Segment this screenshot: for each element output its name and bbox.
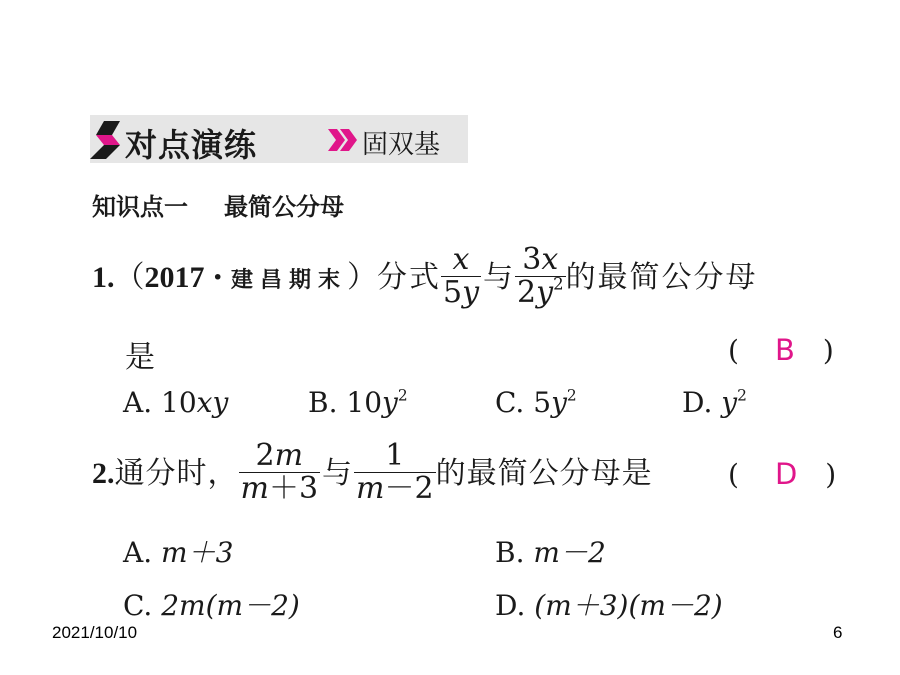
source-open-paren: （ xyxy=(114,260,145,295)
banner-title: 对点演练 xyxy=(125,126,258,164)
fraction-1-over-m-minus-2: $\frac{1}{m-2}$ xyxy=(356,438,434,506)
question-text: 通分时， xyxy=(114,456,239,491)
answer-bracket-q2: ( D ) xyxy=(728,457,837,491)
question-1-line-2: 是 xyxy=(125,340,155,375)
answer-q1: B xyxy=(774,333,795,367)
knowledge-point-title: 最简公分母 xyxy=(224,193,344,221)
and-text: 与 xyxy=(322,456,353,491)
knowledge-point-label: 知识点一 xyxy=(92,193,188,221)
section-banner xyxy=(90,115,468,163)
and-text: 与 xyxy=(483,260,514,295)
source-close-paren: ） xyxy=(346,260,377,295)
fraction-2m-over-m-plus-3: $\frac{2m}{m+3}$ xyxy=(240,438,319,506)
source-year: 2017 xyxy=(144,261,205,294)
question-text: 分式 xyxy=(376,260,441,295)
option-q2-c[interactable]: C. 2m(m－2) xyxy=(123,589,300,622)
banner-subtitle: 固双基 xyxy=(362,130,441,160)
option-q1-d[interactable]: D. $y^2$ xyxy=(682,386,747,419)
source-name: 建昌期末 xyxy=(230,268,347,293)
question-text-tail: 的最简公分母是 xyxy=(435,456,653,491)
footer-date: 2021/10/10 xyxy=(52,623,138,642)
answer-bracket-q1: ( B ) xyxy=(728,333,834,367)
option-q2-a[interactable]: A. m＋3 xyxy=(123,536,234,569)
option-q1-a[interactable]: A. 10xy xyxy=(123,386,229,419)
answer-q2: D xyxy=(774,457,798,491)
option-q2-d[interactable]: D. (m＋3)(m－2) xyxy=(495,589,723,622)
option-q1-c[interactable]: C. $5y^2$ xyxy=(495,386,577,419)
knowledge-point-heading xyxy=(92,187,344,222)
question-1-line-1 xyxy=(92,242,758,311)
fraction-x-over-5y: $\frac{x}{5y}$ xyxy=(442,242,480,310)
option-q1-b[interactable]: B. $10y^2$ xyxy=(308,386,408,419)
question-number: 2. xyxy=(92,457,115,490)
question-text-tail: 的最简公分母 xyxy=(565,260,758,295)
source-dot: · xyxy=(212,260,223,295)
option-q2-b[interactable]: B. m－2 xyxy=(495,536,606,569)
folded-ribbon-icon xyxy=(90,119,124,161)
double-chevron-right-icon xyxy=(328,129,358,151)
fraction-3x-over-2y2: $\frac{3x}{2y^2}$ xyxy=(517,242,564,310)
page-number: 6 xyxy=(833,623,843,642)
question-number: 1. xyxy=(92,261,115,294)
question-2-line xyxy=(92,438,653,507)
